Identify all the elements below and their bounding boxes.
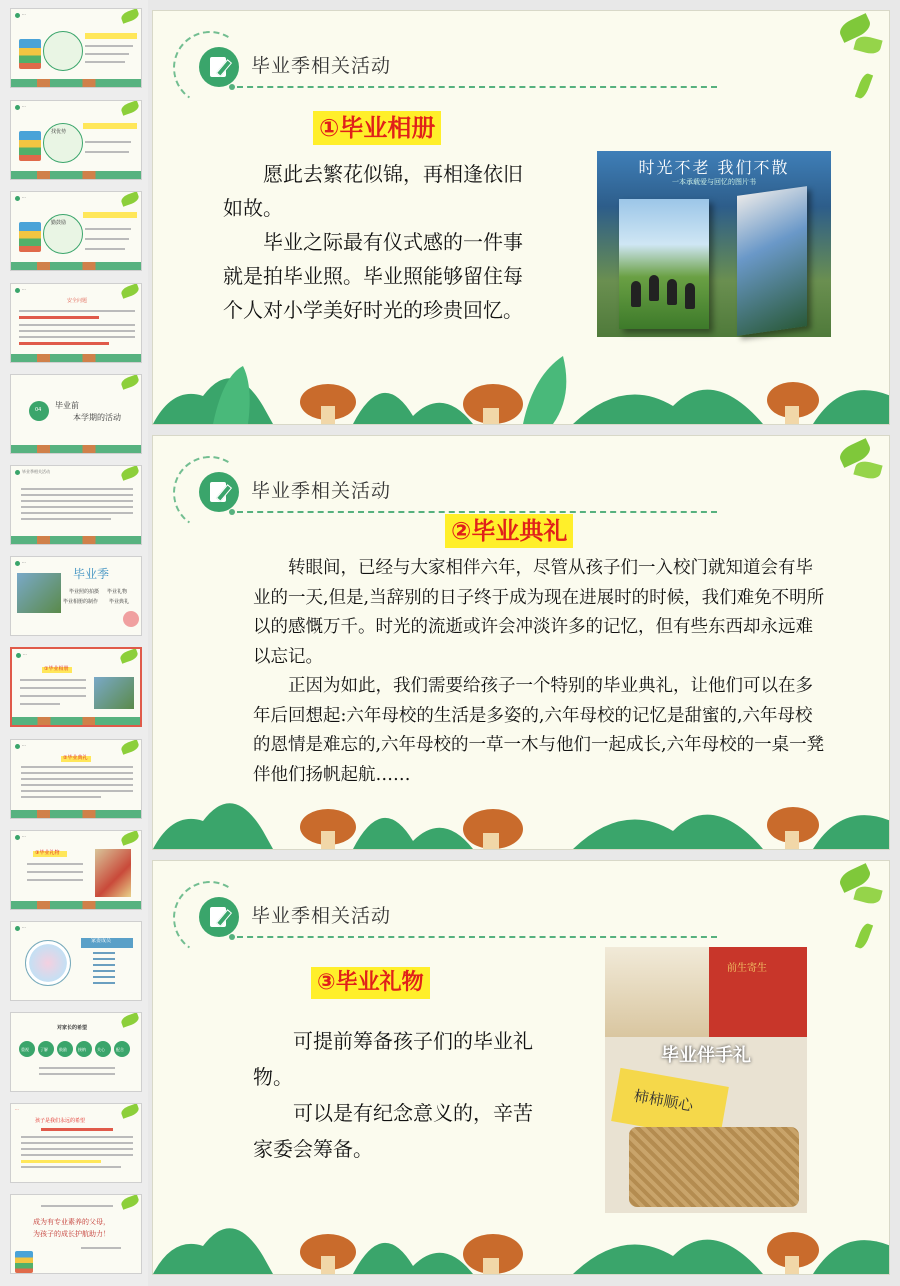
graduation-album-photo	[597, 151, 831, 337]
edit-note-icon	[199, 472, 239, 512]
closing-line1: 成为有专业素养的父母，	[33, 1218, 110, 1226]
slide-body	[223, 157, 533, 327]
slide-thumbnail-6[interactable]	[10, 465, 142, 545]
photo-caption: 毕业伴手礼	[661, 1045, 751, 1066]
paragraph: 转眼间，已经与大家相伴六年，尽管从孩子们一入校门就知道会有毕业的一天,但是,当辞别的日子终于成为现在进展时的时候，我们难免不明所以的感慨万千。时光的流逝或许会冲淡许多的记忆，但有些东西却永远难以忘记。	[253, 558, 825, 667]
section-heading: ③毕业礼物	[311, 967, 430, 999]
thumb-item: 毕业典礼	[109, 599, 130, 605]
thumb-label: ③毕业礼物	[35, 850, 60, 856]
thumb-item: 配合	[116, 1047, 124, 1052]
thumb-item: 关心	[97, 1047, 105, 1052]
slide-thumbnail-9[interactable]: ··· ②毕业典礼	[10, 739, 142, 819]
closing-line2: 为孩子的成长护航助力！	[33, 1230, 110, 1238]
slide-title: 毕业季相关活动	[251, 905, 392, 927]
paragraph: 愿此去繁花似锦，再相逢依旧如故。	[223, 162, 523, 220]
paragraph: 可提前筹备孩子们的毕业礼物。	[253, 1029, 533, 1089]
thumb-item: 接纳	[78, 1047, 86, 1052]
slide-thumbnail-2[interactable]: ··· 找优势	[10, 100, 142, 180]
books-illustration	[19, 39, 41, 69]
thumb-item: 重视	[21, 1047, 29, 1052]
thumb-item: 毕业照的拍摄	[69, 589, 100, 595]
section-heading: ①毕业相册	[313, 111, 441, 145]
leaves-decoration	[809, 436, 889, 536]
thumb-item: 毕业礼物	[107, 589, 128, 595]
leaves-decoration	[809, 861, 889, 961]
thumb-item: 了解	[40, 1047, 48, 1052]
thumb-item: 毕业相册的制作	[63, 599, 99, 605]
edit-note-icon	[199, 897, 239, 937]
thumb-label: 家委成员	[91, 938, 112, 944]
slide-title: 毕业季相关活动	[251, 55, 392, 77]
thumb-label: 勤鼓励	[51, 220, 67, 226]
title-divider	[237, 511, 717, 513]
thumb-label: 找优势	[51, 129, 67, 135]
plants-decoration	[153, 1196, 890, 1274]
paragraph: 毕业之际最有仪式感的一件事就是拍毕业照。毕业照能够留住每个人对小学美好时光的珍贵回忆。	[223, 230, 523, 322]
leaves-decoration	[809, 11, 889, 111]
paragraph: 可以是有纪念意义的，辛苦家委会筹备。	[253, 1101, 533, 1161]
title-divider	[237, 86, 717, 88]
thumb-label: ①毕业相册	[44, 666, 69, 672]
slide-thumbnail-8[interactable]: ··· ①毕业相册	[10, 647, 142, 727]
slide-body	[253, 1023, 533, 1167]
card-text: 柿柿顺心	[632, 1086, 695, 1115]
section-heading: ②毕业典礼	[445, 514, 573, 548]
slide-graduation-ceremony	[152, 435, 890, 850]
slide-thumbnail-12[interactable]	[10, 1012, 142, 1092]
box-label: 前生寄生	[727, 963, 767, 974]
plants-decoration	[153, 771, 890, 849]
album-subtitle: 一本承载爱与回忆的图片书	[672, 178, 756, 186]
slide-graduation-album	[152, 10, 890, 425]
section-title-line1: 毕业前	[55, 401, 79, 410]
slide-thumbnail-7[interactable]: ··· 毕业季 毕业照的拍摄 毕业礼物 毕业相册的制作 毕业典礼	[10, 556, 142, 636]
slide-thumbnail-4[interactable]: ··· 安全问题	[10, 283, 142, 363]
thumb-label: 对家长的希望	[57, 1025, 88, 1031]
edit-note-icon	[199, 47, 239, 87]
slide-thumbnail-10[interactable]: ··· ③毕业礼物	[10, 830, 142, 910]
thumb-label: 毕业季相关活动	[22, 469, 50, 474]
slide-thumbnail-14[interactable]	[10, 1194, 142, 1274]
album-title: 时光不老 我们不散	[638, 158, 790, 177]
thumb-label: 安全问题	[67, 298, 88, 304]
slide-title: 毕业季相关活动	[251, 480, 392, 502]
paragraph: 正因为如此，我们需要给孩子一个特别的毕业典礼，让他们可以在多年后回想起:六年母校的生活是多姿的,六年母校的记忆是甜蜜的,六年母校的恩情是难忘的,六年母校的一草一木与他们一起成长,六年母校的一桌一凳伴他们扬帆起航……	[253, 676, 825, 785]
thumb-label: 孩子是我们永远的希望	[35, 1118, 86, 1124]
section-number: 04	[35, 407, 42, 413]
thumb-label: ②毕业典礼	[63, 755, 88, 761]
thumb-title: 毕业季	[73, 567, 110, 581]
slide-thumbnail-panel	[0, 0, 148, 1286]
graduation-gift-photo	[605, 947, 807, 1213]
title-divider	[237, 936, 717, 938]
thumb-header: ···	[15, 12, 26, 18]
thumb-circle	[43, 31, 83, 71]
slide-thumbnail-3[interactable]: ··· 勤鼓励	[10, 191, 142, 271]
thumb-item: 鼓励	[59, 1047, 67, 1052]
slide-thumbnail-13[interactable]: ··· 孩子是我们永远的希望	[10, 1103, 142, 1183]
slide-thumbnail-5[interactable]	[10, 374, 142, 454]
slide-body	[253, 554, 825, 790]
plants-decoration	[153, 346, 890, 424]
slide-thumbnail-11[interactable]: ··· 家委成员	[10, 921, 142, 1001]
section-title-line2: 本学期的活动	[73, 413, 121, 422]
slide-graduation-gift	[152, 860, 890, 1275]
slide-thumbnail-1[interactable]	[10, 8, 142, 88]
